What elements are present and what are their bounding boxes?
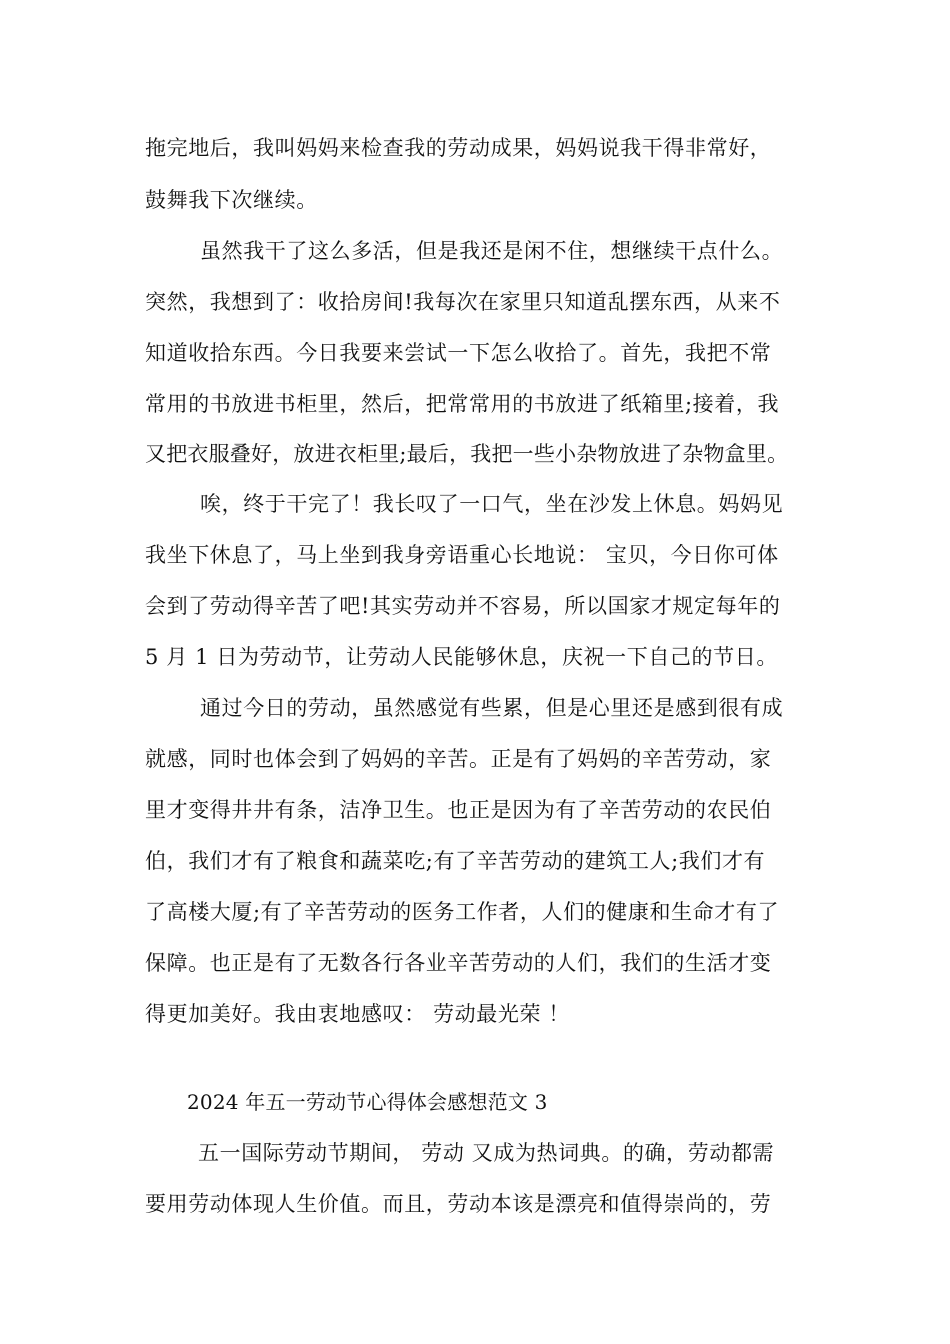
text-line: 5 月 1 日为劳动节，让劳动人民能够休息，庆祝一下自己的节日。 — [145, 645, 778, 669]
text-line: 就感，同时也体会到了妈妈的辛苦。正是有了妈妈的辛苦劳动，家 — [145, 747, 772, 771]
text-line: 突然，我想到了：收拾房间!我每次在家里只知道乱摆东西，从来不 — [145, 290, 781, 314]
text-line: 拖完地后，我叫妈妈来检查我的劳动成果，妈妈说我干得非常好， — [145, 136, 772, 160]
paragraph-first-line: 五一国际劳动节期间， 劳动 又成为热词典。的确，劳动都需 — [198, 1141, 775, 1165]
text-line: 我坐下休息了，马上坐到我身旁语重心长地说： 宝贝，今日你可体 — [145, 543, 779, 567]
text-line: 要用劳动体现人生价值。而且，劳动本该是漂亮和值得崇尚的，劳 — [145, 1192, 772, 1216]
text-line: 了高楼大厦;有了辛苦劳动的医务工作者，人们的健康和生命才有了 — [145, 900, 780, 924]
text-line: 常用的书放进书柜里，然后，把常常用的书放进了纸箱里;接着，我 — [145, 392, 780, 416]
text-line: 会到了劳动得辛苦了吧!其实劳动并不容易，所以国家才规定每年的 — [145, 594, 781, 618]
text-line: 鼓舞我下次继续。 — [145, 188, 318, 212]
paragraph-first-line: 唉，终于干完了！我长叹了一口气，坐在沙发上休息。妈妈见 — [200, 492, 784, 516]
text-line: 保障。也正是有了无数各行各业辛苦劳动的人们，我们的生活才变 — [145, 951, 772, 975]
section-heading: 2024 年五一劳动节心得体会感想范文 3 — [187, 1090, 548, 1114]
text-line: 又把衣服叠好，放进衣柜里;最后，我把一些小杂物放进了杂物盒里。 — [145, 442, 789, 466]
paragraph-first-line: 通过今日的劳动，虽然感觉有些累，但是心里还是感到很有成 — [200, 696, 784, 720]
text-line: 伯，我们才有了粮食和蔬菜吃;有了辛苦劳动的建筑工人;我们才有 — [145, 849, 766, 873]
paragraph-first-line: 虽然我干了这么多活，但是我还是闲不住，想继续干点什么。 — [200, 239, 784, 263]
text-line: 知道收拾东西。今日我要来尝试一下怎么收拾了。首先，我把不常 — [145, 341, 772, 365]
text-line: 里才变得井井有条，洁净卫生。也正是因为有了辛苦劳动的农民伯 — [145, 798, 772, 822]
text-line: 得更加美好。我由衷地感叹： 劳动最光荣 ！ — [145, 1002, 570, 1026]
